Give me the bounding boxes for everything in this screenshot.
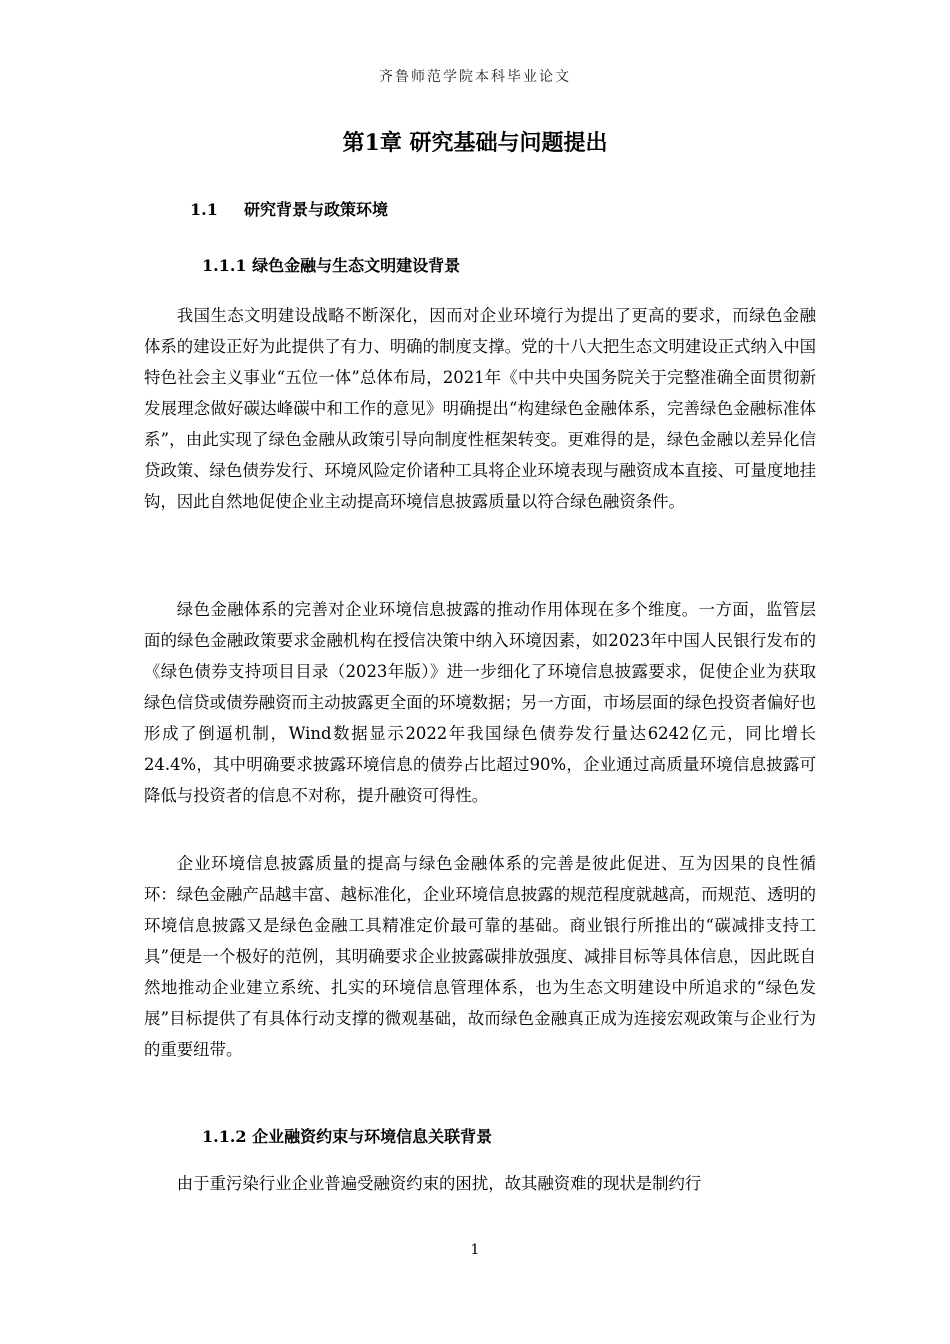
body-paragraph-4: 由于重污染行业企业普遍受融资约束的困扰，故其融资难的现状是制约行 [176,1174,702,1193]
chapter-title: 第1章 研究基础与问题提出 [342,130,608,156]
section-heading [190,197,388,220]
subsection-heading-2: 1.1.2 企业融资约束与环境信息关联背景 [202,1127,493,1146]
body-paragraph-1: 我国生态文明建设战略不断深化，因而对企业环境行为提出了更高的要求，而绿色金融体系的建设正好为此提供了有力、明确的制度支撑。党的十八大把生态文明建设正式纳入中国特色社会主义事业“五位一体”总体布局，2021年《中共中央国务院关于完整准确全面贯彻新发展理念做好碳达峰碳中和工作的意见》明确提出“构建绿色金融体系，完善绿色金融标准体系”，由此实现了绿色金融从政策引导向制度性框架转变。更难得的是，绿色金融以差异化信贷政策、绿色债券发行、环境风险定价诸种工具将企业环境表现与融资成本直接、可量度地挂钩，因此自然地促使企业主动提高环境信息披露质量以符合绿色融资条件。 [144,306,817,511]
running-header: 齐鲁师范学院本科毕业论文 [379,69,571,85]
section-number: 1.1 [190,200,218,219]
body-paragraph-3: 企业环境信息披露质量的提高与绿色金融体系的完善是彼此促进、互为因果的良性循环：绿色金融产品越丰富、越标准化，企业环境信息披露的规范程度就越高，而规范、透明的环境信息披露又是绿色金融工具精准定价最可靠的基础。商业银行所推出的“碳减排支持工具”便是一个极好的范例，其明确要求企业披露碳排放强度、减排目标等具体信息，因此既自然地推动企业建立系统、扎实的环境信息管理体系，也为生态文明建设中所追求的“绿色发展”目标提供了有具体行动支撑的微观基础，故而绿色金融真正成为连接宏观政策与企业行为的重要纽带。 [144,854,817,1059]
page-number: 1 [470,1242,480,1258]
body-paragraph-2: 绿色金融体系的完善对企业环境信息披露的推动作用体现在多个维度。一方面，监管层面的绿色金融政策要求金融机构在授信决策中纳入环境因素，如2023年中国人民银行发布的《绿色债券支持项目目录（2023年版）》进一步细化了环境信息披露要求，促使企业为获取绿色信贷或债券融资而主动披露更全面的环境数据；另一方面，市场层面的绿色投资者偏好也形成了倒逼机制，Wind数据显示2022年我国绿色债券发行量达6242亿元，同比增长24.4%，其中明确要求披露环境信息的债券占比超过90%，企业通过高质量环境信息披露可降低与投资者的信息不对称，提升融资可得性。 [144,600,817,805]
subsection-heading-1: 1.1.1 绿色金融与生态文明建设背景 [202,256,461,275]
section-title: 研究背景与政策环境 [244,200,389,219]
